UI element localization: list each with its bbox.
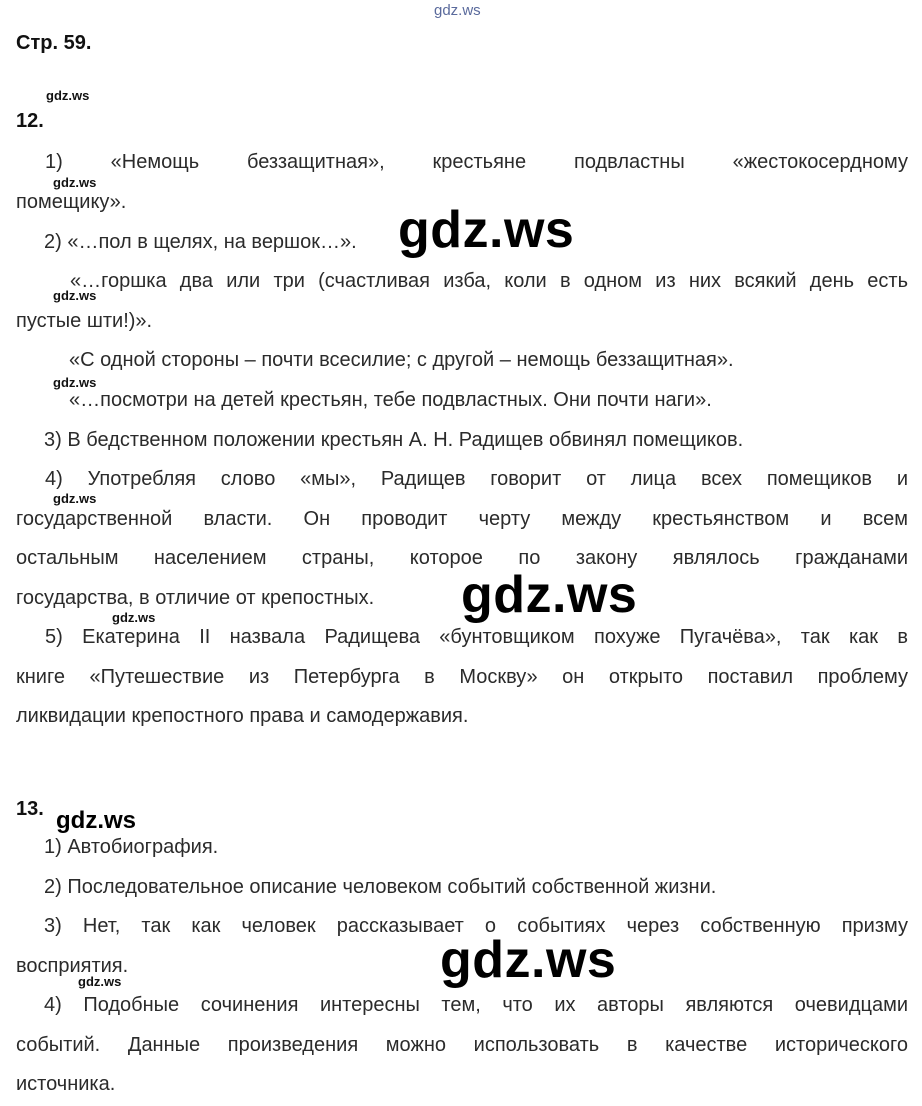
watermark-large: gdz.ws xyxy=(398,201,575,259)
task-12-line: 5) Екатерина II назвала Радищева «бунтовщиком похуже Пугачёва», так как в xyxy=(45,626,908,648)
task-12-line: государственной власти. Он проводит черту между крестьянством и всем xyxy=(16,508,908,530)
task-13-line: 4) Подобные сочинения интересны тем, что их авторы являются очевидцами xyxy=(44,994,908,1016)
task-12-line: 3) В бедственном положении крестьян А. Н. Радищев обвинял помещиков. xyxy=(44,429,744,451)
task-12-line: «…горшка два или три (счастливая изба, коли в одном из них всякий день есть xyxy=(70,270,908,292)
task-13-line: восприятия. xyxy=(16,955,129,977)
watermark-small: gdz.ws xyxy=(112,610,156,625)
task-12-line: 1) «Немощь беззащитная», крестьяне подвластны «жестокосердному xyxy=(45,151,908,173)
watermark-top: gdz.ws xyxy=(434,2,481,19)
task-12-line: книге «Путешествие из Петербурга в Москву» он открыто поставил проблему xyxy=(16,666,908,688)
task-12-line: остальным населением страны, которое по закону являлось гражданами xyxy=(16,547,908,569)
task-12-line: помещику». xyxy=(16,191,127,213)
task-12-line: государства, в отличие от крепостных. xyxy=(16,587,375,609)
watermark-small: gdz.ws xyxy=(53,375,97,390)
task-12-line: ликвидации крепостного права и самодержавия. xyxy=(16,705,469,727)
task-13-number: 13. xyxy=(16,798,44,820)
task-13-line: событий. Данные произведения можно использовать в качестве исторического xyxy=(16,1034,908,1056)
task-12-number: 12. xyxy=(16,110,44,132)
task-12-line: 2) «…пол в щелях, на вершок…». xyxy=(44,231,357,253)
page-title: Стр. 59. xyxy=(16,32,92,54)
task-12-line: 4) Употребляя слово «мы», Радищев говорит от лица всех помещиков и xyxy=(45,468,908,490)
watermark-small: gdz.ws xyxy=(53,175,97,190)
watermark-large: gdz.ws xyxy=(440,931,617,989)
watermark-small: gdz.ws xyxy=(78,974,122,989)
task-13-line: 2) Последовательное описание человеком событий собственной жизни. xyxy=(44,876,717,898)
task-13-line: 1) Автобиография. xyxy=(44,836,219,858)
watermark-medium: gdz.ws xyxy=(56,807,137,834)
task-12-line: пустые шти!)». xyxy=(16,310,153,332)
task-13-line: источника. xyxy=(16,1073,116,1095)
task-12-line: «С одной стороны – почти всесилие; с другой – немощь беззащитная». xyxy=(69,349,734,371)
watermark-small: gdz.ws xyxy=(46,88,90,103)
task-12-line: «…посмотри на детей крестьян, тебе подвластных. Они почти наги». xyxy=(69,389,712,411)
watermark-large: gdz.ws xyxy=(461,566,638,624)
watermark-small: gdz.ws xyxy=(53,288,97,303)
task-13-line: 3) Нет, так как человек рассказывает о событиях через собственную призму xyxy=(44,915,908,937)
watermark-small: gdz.ws xyxy=(53,491,97,506)
